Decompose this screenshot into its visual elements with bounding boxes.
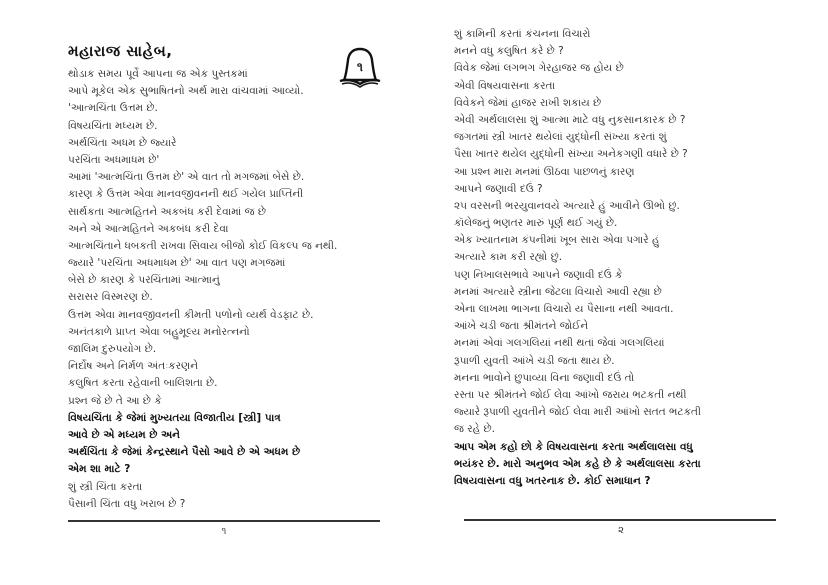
right-page-text <box>454 26 701 490</box>
text-line: કલુષિત કરતા રહેવાની બાલિશતા છે. <box>68 377 218 390</box>
text-line: કારણ કે ઉત્તમ એવા માનવજીવનની થઈ ગયેલ પ્રાપ્તિની <box>68 188 304 201</box>
text-line: આપને જણાવી દઉં ? <box>454 182 543 195</box>
question-line: અર્થચિંતા કે જેમાં કેન્દ્રસ્થાને પૈસો આવે છે એ અધમ છે <box>68 446 301 459</box>
chapter-bell-badge <box>336 46 384 88</box>
question-line: વિષયવાસના વધુ ખતરનાક છે. કોઈ સમાધાન ? <box>454 474 651 487</box>
text-line: નિર્દોષ અને નિર્મળ અંતઃકરણને <box>68 360 199 373</box>
chapter-number: ૧ <box>357 60 363 74</box>
text-line: જ રહે છે. <box>454 423 495 436</box>
text-line: જ્યારે 'પરચિંતા અધમાધમ છે' આ વાત પણ મગજમાં <box>68 257 286 270</box>
text-line: આમાં 'આત્મચિંતા ઉત્તમ છે' એ વાત તો મગજમાં બેસે છે. <box>68 171 305 184</box>
text-line: અર્થચિંતા અધમ છે જ્યારે <box>68 136 177 149</box>
text-line: આ પ્રશ્ન મારા મનમાં ઊઠવા પાછળનું કારણ <box>454 165 635 178</box>
text-line: મનના ભાવોને છુપાવ્યા વિના જણાવી દઉં તો <box>454 371 635 384</box>
text-line: 'આત્મચિંતા ઉત્તમ છે. <box>68 102 158 115</box>
text-line: પરચિંતા અધમાધમ છે' <box>68 153 160 166</box>
text-line: આંખે ચડી જતા શ્રીમંતને જોઈને <box>454 320 589 333</box>
text-line: જાલિમ દુરુપયોગ છે. <box>68 343 157 355</box>
text-line: પૈસાની ચિંતા વધુ ખરાબ છે ? <box>68 497 186 510</box>
text-line: આત્મચિંતાને ધબકતી રાખવા સિવાય બીજો કોઈ વિકલ્પ જ નથી. <box>68 239 338 252</box>
text-line: શું સ્ત્રી ચિંતા કરતા <box>68 480 143 493</box>
text-line: મનમાં એવાં ગલગલિયાં નથી થતાં જેવાં ગલગલિયાં <box>454 337 665 350</box>
text-line: પૈસા ખાતર થયેલ યુદ્ધોની સંખ્યા અનેકગણી વધારે છે ? <box>454 148 688 161</box>
text-line: બેસે છે કારણ કે પરચિંતામાં આત્માનું <box>68 274 220 287</box>
text-line: જ્યારે રૂપાળી યુવતીને જોઈ લેવા મારી આંખો સતત ભટકતી <box>454 406 701 419</box>
text-line: એવી અર્થલાલસા શું આત્મા માટે વધુ નુકસાનકારક છે ? <box>454 113 686 126</box>
text-line: શું કામિની કરતાં કંચનના વિચારો <box>454 28 591 40</box>
text-line: એક ખ્યાતનામ કંપનીમાં ખૂબ સારા એવા પગારે હું <box>454 234 660 247</box>
footer-divider <box>464 519 776 521</box>
text-line: વિવેક જેમાં લગભગ ગેરહાજર જ હોય છે <box>454 62 624 75</box>
text-line: એના લાખમા ભાગના વિચારો ય પૈસાના નથી આવતા. <box>454 303 674 315</box>
letter-salutation: મહારાજ સાહેબ, <box>68 42 173 60</box>
text-line: સરાસર વિસ્મરણ છે. <box>68 291 153 304</box>
text-line: મનમાં અત્યારે સ્ત્રીના જેટલા વિચારો આવી રહ્યા છે <box>454 285 662 298</box>
question-line: એમ શા માટે ? <box>68 463 131 476</box>
text-line: ઉત્તમ એવા માનવજીવનની કીમતી પળોનો વ્યર્થ વેડફાટ છે. <box>68 308 314 321</box>
question-line: વિષયચિંતા કે જેમાં મુખ્યતયા વિજાતીય [સ્ત્રી] પાત્ર <box>68 411 281 424</box>
text-line: રસ્તા પર શ્રીમંતને જોઈ લેવા આંખો જરાય ભટકતી નથી <box>454 388 687 401</box>
question-line: આવે છે એ મધ્યમ છે અને <box>68 428 180 441</box>
footer-divider <box>68 520 380 522</box>
text-line: અત્યારે કામ કરી રહ્યો છું. <box>454 251 563 264</box>
text-line: એવી વિષયવાસના કરતા <box>454 79 556 92</box>
question-line: આપ એમ કહો છો કે વિષયવાસના કરતા અર્થલાલસા વધુ <box>454 440 693 453</box>
left-page-text <box>68 66 337 513</box>
page-number: ૧ <box>221 526 227 537</box>
text-line: અનંતકાળે પ્રાપ્ત એવા બહુમૂલ્ય મનોરત્નનો <box>68 325 250 338</box>
text-line: આપે મૂકેલ એક સુભાષિતનો અર્થ મારા વાંચવામાં આવ્યો. <box>68 85 304 98</box>
right-page <box>414 0 828 585</box>
text-line: વિવેકને જેમાં હાજર રાખી શકાય છે <box>454 96 602 109</box>
text-line: થોડાક સમય પૂર્વે આપના જ એક પુસ્તકમાં <box>68 68 248 80</box>
text-line: પણ નિખાલસભાવે આપને જણાવી દઉં કે <box>454 268 623 281</box>
text-line: મનને વધુ કલુષિત કરે છે ? <box>454 45 564 58</box>
text-line: અને એ આત્મહિતને અકબંધ કરી દેવા <box>68 222 229 235</box>
question-line: ભયંકર છે. મારો અનુભવ એમ કહે છે કે અર્થલાલસા કરતા <box>454 457 701 470</box>
text-line: ૨૫ વરસની ભરયુવાનવયે અત્યારે હું આવીને ઊભો છું. <box>454 199 680 212</box>
text-line: કૉલેજનું ભણતર મારું પૂર્ણ થઈ ગયું છે. <box>454 217 618 230</box>
text-line: વિષયચિંતા મધ્યમ છે. <box>68 119 158 132</box>
text-line: જગતમાં સ્ત્રી ખાતર થયેલાં યુદ્ધોની સંખ્યા કરતાં શું <box>454 131 667 144</box>
text-line: પ્રશ્ન જે છે તે આ છે કે <box>68 394 162 407</box>
text-line: સાર્થકતા આત્મહિતને અકબંધ કરી દેવામાં જ છે <box>68 205 266 218</box>
page-number: ૨ <box>618 525 624 536</box>
text-line: રૂપાળી યુવતી આંખે ચડી જતા થાય છે. <box>454 354 615 367</box>
